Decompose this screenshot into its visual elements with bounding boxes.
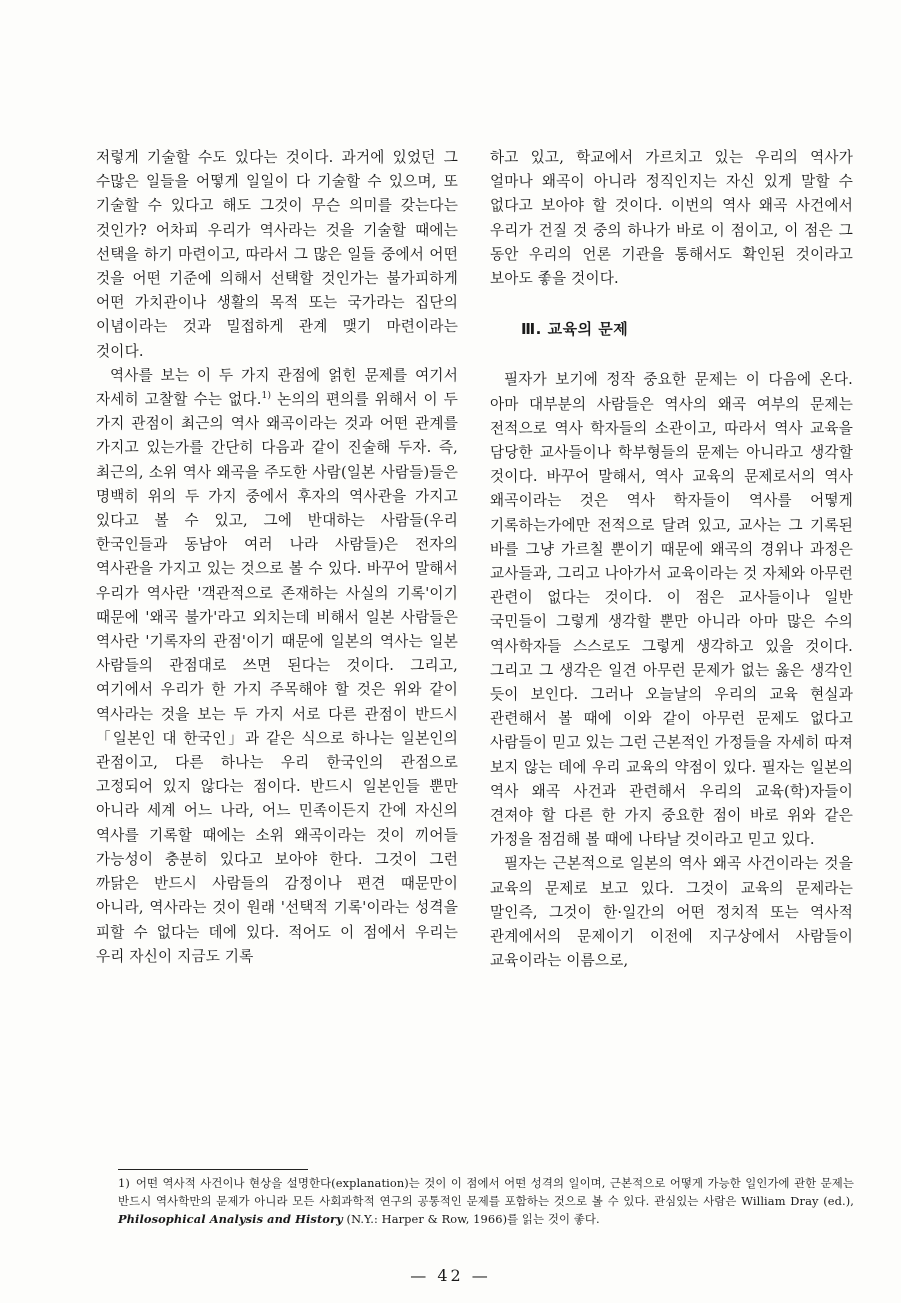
section-heading: Ⅲ. 교육의 문제 [521, 320, 629, 339]
right-paragraph-1: 하고 있고, 학교에서 가르치고 있는 우리의 역사가 얼마나 왜곡이 아니라 정직인지는 자신 있게 말할 수 없다고 보아야 할 것이다. 이번의 역사 왜곡 사건에서 우리가 건질 것 중의 하나가 바로 이 점이고, 이 점은 그 동안 우리의 언론 기관을 통해서도 확인된 것이라고 보아도 좋을 것이다. [490, 149, 853, 288]
right-column [490, 146, 853, 974]
footnote-book-title: Philosophical Analysis and History [118, 1211, 343, 1226]
left-paragraph-2-rest: 논의의 편의를 위해서 이 두 가지 관점이 최근의 역사 왜곡이라는 것과 어떤 관계를 가지고 있는가를 간단히 다음과 같이 진술해 두자. 즉, 최근의, 소위 역사 왜곡을 주도한 사람(일본 사람들)들은 명백히 위의 두 가지 중에서 후자의 역사관을 가지고 있다고 볼 수 있고, 그에 반대하는 사람들(우리 한국인들과 동남아 여러 나라 사람들)은 전자의 역사관을 가지고 있는 것으로 볼 수 있다. 바꾸어 말해서 우리가 역사란 '객관적으로 존재하는 사실의 기록'이기 때문에 '왜곡 불가'라고 외치는데 비해서 일본 사람들은 역사란 '기록자의 관점'이기 때문에 일본의 역사는 일본 사람들의 관점대로 쓰면 된다는 것이다. 그리고, 여기에서 우리가 한 가지 주목해야 할 것은 위와 같이 역사라는 것을 보는 두 가지 서로 다른 관점이 반드시 「일본인 대 한국인」과 같은 식으로 하나는 일본인의 관점이고, 다른 하나는 우리 한국인의 관점으로 고정되어 있지 않다는 점이다. 반드시 일본인들 뿐만 아니라 세계 어느 나라, 어느 민족이든지 간에 자신의 역사를 기록할 때에는 소위 왜곡이라는 것이 끼어들 가능성이 충분히 있다고 보아야 한다. 그것이 그런 까닭은 반드시 사람들의 감정이나 편견 때문만이 아니라, 역사라는 것이 원래 '선택적 기록'이라는 성격을 피할 수 없다는 데에 있다. 적어도 이 점에서 우리는 우리 자신이 지금도 기록 [96, 391, 458, 965]
page-number: — 42 — [410, 1266, 491, 1285]
footnote [118, 1175, 854, 1228]
left-column [96, 146, 458, 969]
footnote-text-start: 어떤 역사적 사건이나 현상을 설명한다(explanation)는 것이 이 점에서 어떤 성격의 일이며, 근본적으로 어떻게 가능한 일인가에 관한 문제는 반드시 역사학만의 문제가 아니라 모든 사회과학적 연구의 공통적인 문제를 포함하는 것으로 볼 수 있다. 관심있는 사람은 William Dray (ed.), [118, 1176, 854, 1208]
footnote-text-end: (N.Y.: Harper & Row, 1966)를 읽는 것이 좋다. [342, 1211, 600, 1226]
footnote-divider [118, 1169, 308, 1170]
left-paragraph-2 [96, 364, 458, 969]
right-paragraph-3: 필자는 근본적으로 일본의 역사 왜곡 사건이라는 것을 교육의 문제로 보고 있다. 그것이 교육의 문제라는 말인즉, 그것이 한·일간의 어떤 정치적 또는 역사적 관계에서의 문제이기 이전에 지구상에서 사람들이 교육이라는 이름으로, [490, 855, 853, 970]
footnote-reference[interactable]: 1) [261, 391, 272, 402]
left-paragraph-2-start: 역사를 보는 이 두 가지 관점에 얽힌 문제를 여기서 자세히 고찰할 수는 없다. [96, 366, 458, 409]
left-paragraph-1: 저렇게 기술할 수도 있다는 것이다. 과거에 있었던 그 수많은 일들을 어떻게 일일이 다 기술할 수 있으며, 또 기술할 수 있다고 해도 그것이 무슨 의미를 갖는다는 것인가? 어차피 우리가 역사라는 것을 기술할 때에는 선택을 하기 마련이고, 따라서 그 많은 일들 중에서 어떤 것을 어떤 기준에 의해서 선택할 것인가는 불가피하게 어떤 가치관이나 생활의 목적 또는 국가라는 집단의 이념이라는 것과 밀접하게 관계 맺기 마련이라는 것이다. [96, 149, 458, 360]
footnote-marker: 1) [118, 1176, 130, 1190]
right-paragraph-2: 필자가 보기에 정작 중요한 문제는 이 다음에 온다. 아마 대부분의 사람들은 역사의 왜곡 여부의 문제는 전적으로 역사 학자들의 소관이고, 따라서 역사 교육을 담당한 교사들이나 학부형들의 문제는 아니라고 생각할 것이다. 바꾸어 말해서, 역사 교육의 문제로서의 역사 왜곡이라는 것은 역사 학자들이 역사를 어떻게 기록하는가에만 전적으로 달려 있고, 교사는 그 기록된 바를 그냥 가르칠 뿐이기 때문에 왜곡의 경위나 과정은 교사들과, 그리고 나아가서 교육이라는 것 자체와 아무런 관련이 없다는 것이다. 이 점은 교사들이나 일반 국민들이 그렇게 생각할 뿐만 아니라 아마 많은 수의 역사학자들 스스로도 그렇게 생각하고 있을 것이다. 그리고 그 생각은 일견 아무런 문제가 없는 옳은 생각인 듯이 보인다. 그러나 오늘날의 우리의 교육 현실과 관련해서 볼 때에 이와 같이 아무런 문제도 없다고 사람들이 믿고 있는 그런 근본적인 가정들을 자세히 따져 보지 않는 데에 우리 교육의 약점이 있다. 필자는 일본의 역사 왜곡 사건과 관련해서 우리의 교육(학)자들이 견져야 할 다른 한 가지 중요한 점이 바로 위와 같은 가정을 점검해 볼 때에 나타날 것이라고 믿고 있다. [490, 371, 853, 849]
